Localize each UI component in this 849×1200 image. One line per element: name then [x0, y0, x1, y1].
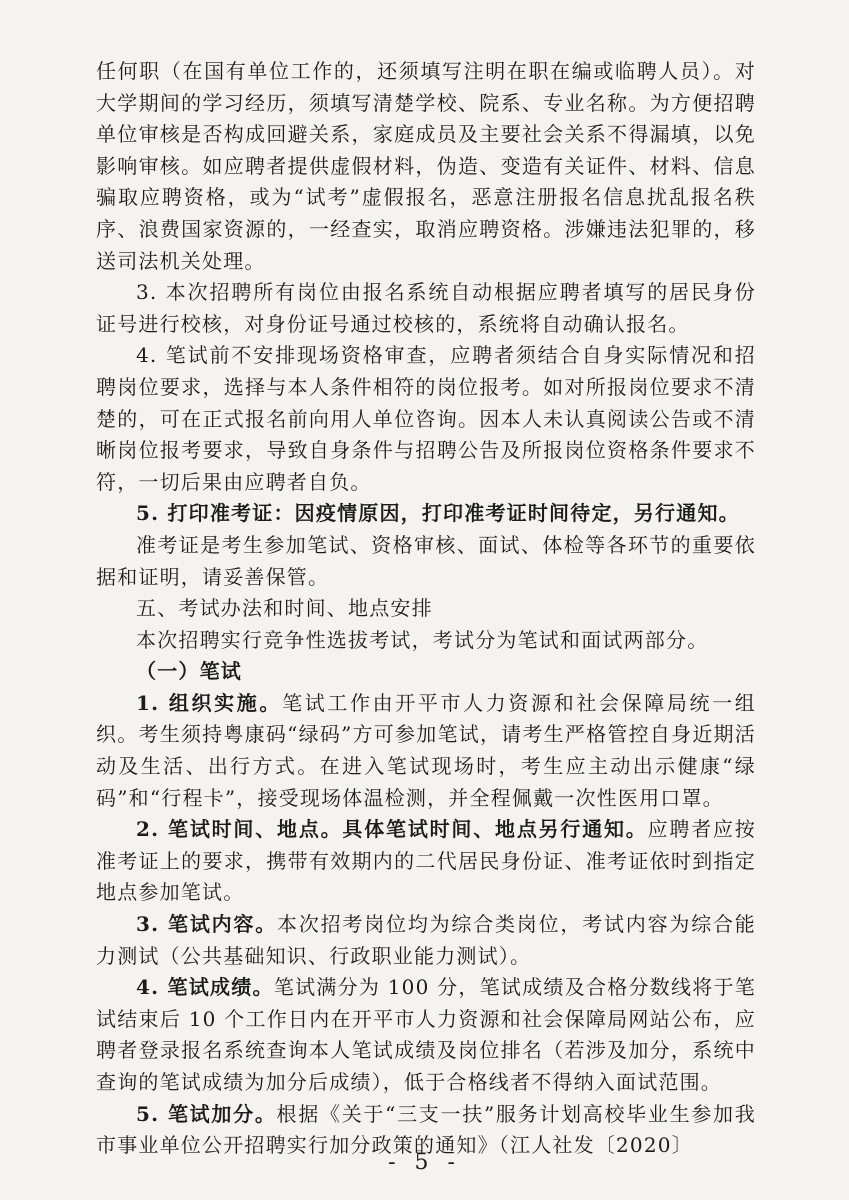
paragraph-text: 准考证是考生参加笔试、资格审核、面试、体检等各环节的重要依据和证明，请妥善保管。: [96, 532, 756, 589]
paragraph-text: 笔试工作由开平市人力资源和社会保障局统一组织。考生须持粤康码“绿码”方可参加笔试，请考生严格管控自身近期活动及生活、出行方式。在进入笔试现场时，考生应主动出示健康“绿码”和“行程卡”，接受现场体温检测，并全程佩戴一次性医用口罩。: [96, 690, 756, 810]
paragraph-text: 本次招考岗位均为综合类岗位，考试内容为综合能力测试（公共基础知识、行政职业能力测试）。: [96, 912, 756, 968]
section-heading-text: 五、考试办法和时间、地点安排: [136, 596, 433, 621]
paragraph-text: 本次招聘实行竞争性选拔考试，考试分为笔试和面试两部分。: [136, 627, 709, 652]
paragraph-text: 任何职（在国有单位工作的，还须填写注明在职在编或临聘人员）。对大学期间的学习经历，须填写清楚学校、院系、专业名称。为方便招聘单位审核是否构成回避关系，家庭成员及主要社会关系不得漏填，以免影响审核。如应聘者提供虚假材料，伪造、变造有关证件、材料、信息骗取应聘资格，或为“试考”虚假报名，恶意注册报名信息扰乱报名秩序、浪费国家资源的，一经查实，取消应聘资格。涉嫌违法犯罪的，移送司法机关处理。: [96, 59, 756, 273]
paragraph: [96, 909, 756, 972]
paragraph: [96, 56, 756, 277]
paragraph-text: 应聘者应按准考证上的要求，携带有效期内的二代居民身份证、准考证依时到指定地点参加笔试。: [96, 817, 757, 905]
paragraph-bold-text: 1. 组织实施。: [136, 690, 283, 715]
paragraph: [96, 688, 756, 814]
paragraph: [96, 277, 756, 340]
paragraph-bold-text: 5. 笔试加分。: [136, 1101, 277, 1126]
paragraph: [96, 498, 756, 530]
subsection-heading: [96, 656, 756, 688]
paragraph: [96, 530, 756, 593]
paragraph-text: 3. 本次招聘所有岗位由报名系统自动根据应聘者填写的居民身份证号进行校核，对身份证号通过校核的，系统将自动确认报名。: [96, 280, 756, 336]
subsection-heading-text: （一）笔试: [136, 659, 242, 684]
paragraph-bold-text: 5. 打印准考证：因疫情原因，打印准考证时间待定，另行通知。: [136, 501, 740, 526]
page-number: - 5 -: [388, 1150, 461, 1175]
document-body: [96, 56, 756, 1162]
paragraph: [96, 625, 756, 657]
paragraph-bold-text: 4. 笔试成绩。: [136, 975, 274, 1000]
paragraph: [96, 814, 756, 909]
section-heading: [96, 593, 756, 625]
paragraph: [96, 972, 756, 1098]
paragraph-text: 笔试满分为 100 分，笔试成绩及合格分数线将于笔试结束后 10 个工作日内在开平市人力资源和社会保障局网站公布，应聘者登录报名系统查询本人笔试成绩及岗位排名（若涉及加分，系统中查询的笔试成绩为加分后成绩），低于合格线者不得纳入面试范围。: [96, 975, 756, 1094]
paragraph-bold-text: 3. 笔试内容。: [136, 912, 278, 937]
paragraph-bold-text: 2. 笔试时间、地点。具体笔试时间、地点另行通知。: [136, 817, 648, 842]
paragraph-text: 根据《关于“三支一扶”服务计划高校毕业生参加我市事业单位公开招聘实行加分政策的通知》（江人社发〔2020〕: [96, 1101, 756, 1158]
paragraph: [96, 340, 756, 498]
paragraph-text: 4. 笔试前不安排现场资格审查，应聘者须结合自身实际情况和招聘岗位要求，选择与本人条件相符的岗位报考。如对所报岗位要求不清楚的，可在正式报名前向用人单位咨询。因本人未认真阅读公告或不清晰岗位报考要求，导致自身条件与招聘公告及所报岗位资格条件要求不符，一切后果由应聘者自负。: [96, 343, 756, 494]
